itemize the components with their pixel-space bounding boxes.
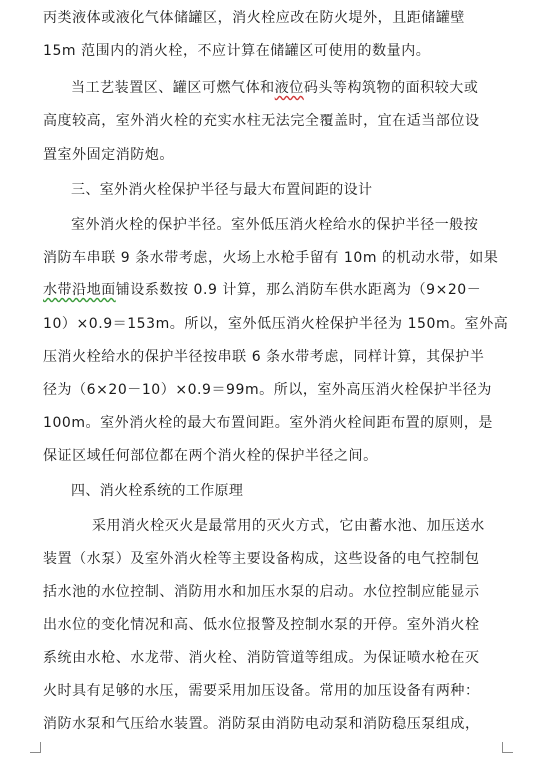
spellcheck-underline: 液位 (274, 80, 304, 96)
text-line: 出水位的变化情况和高、低水位报警及控制水泵的开停。室外消火栓 (43, 617, 480, 633)
text-line: 置室外固定消防炮。 (43, 147, 174, 163)
page-margin-corner-mark (30, 742, 41, 753)
text-line: 室外消火栓的保护半径。室外低压消火栓给水的保护半径一般按 (71, 217, 479, 233)
text-line: 100m。室外消火栓的最大布置间距。室外消火栓间距布置的原则，是 (43, 415, 493, 431)
text-segment: 铺设系数按 0.9 计算，那么消防车供水距离为（9×20－ (115, 282, 482, 298)
text-line: 10）×0.9＝153m。所以，室外低压消火栓保护半径为 150m。室外高 (43, 316, 509, 332)
text-line: 括水池的水位控制、消防用水和加压水泵的启动。水位控制应能显示 (43, 584, 480, 600)
text-line: 采用消火栓灭火是最常用的灭火方式，它由蓄水池、加压送水 (92, 518, 485, 534)
text-line (43, 278, 481, 302)
page-margin-corner-mark (502, 742, 513, 753)
section-heading: 四、消火栓系统的工作原理 (71, 483, 244, 499)
grammar-underline: 水带沿地面 (43, 282, 116, 298)
text-line: 消防水泵和气压给水装置。消防泵由消防电动泵和消防稳压泵组成， (43, 716, 480, 732)
text-line (71, 76, 478, 100)
text-line: 系统由水枪、水龙带、消火栓、消防管道等组成。为保证喷水枪在灭 (43, 650, 480, 666)
text-line: 消防车串联 9 条水带考虑，火场上水枪手留有 10m 的机动水带，如果 (43, 250, 499, 266)
text-line: 高度较高，室外消火栓的充实水柱无法完全覆盖时，宜在适当部位设 (43, 113, 480, 129)
text-line: 压消火栓给水的保护半径按串联 6 条水带考虑，同样计算，其保护半 (43, 349, 485, 365)
text-line: 装置（水泵）及室外消火栓等主要设备构成，这些设备的电气控制包 (43, 551, 480, 567)
text-segment: 当工艺装置区、罐区可燃气体和 (71, 80, 275, 96)
text-line: 火时具有足够的水压，需要采用加压设备。常用的加压设备有两种： (43, 683, 480, 699)
text-line: 丙类液体或液化气体储罐区，消火栓应改在防火堤外，且距储罐壁 (43, 10, 465, 26)
text-line: 径为（6×20－10）×0.9＝99m。所以，室外高压消火栓保护半径为 (43, 382, 492, 398)
section-heading: 三、室外消火栓保护半径与最大布置间距的设计 (71, 182, 373, 198)
text-line: 15m 范围内的消火栓，不应计算在储罐区可使用的数量内。 (43, 43, 431, 59)
text-line: 保证区域任何部位都在两个消火栓的保护半径之间。 (43, 448, 378, 464)
text-segment: 码头等构筑物的面积较大或 (303, 80, 479, 96)
